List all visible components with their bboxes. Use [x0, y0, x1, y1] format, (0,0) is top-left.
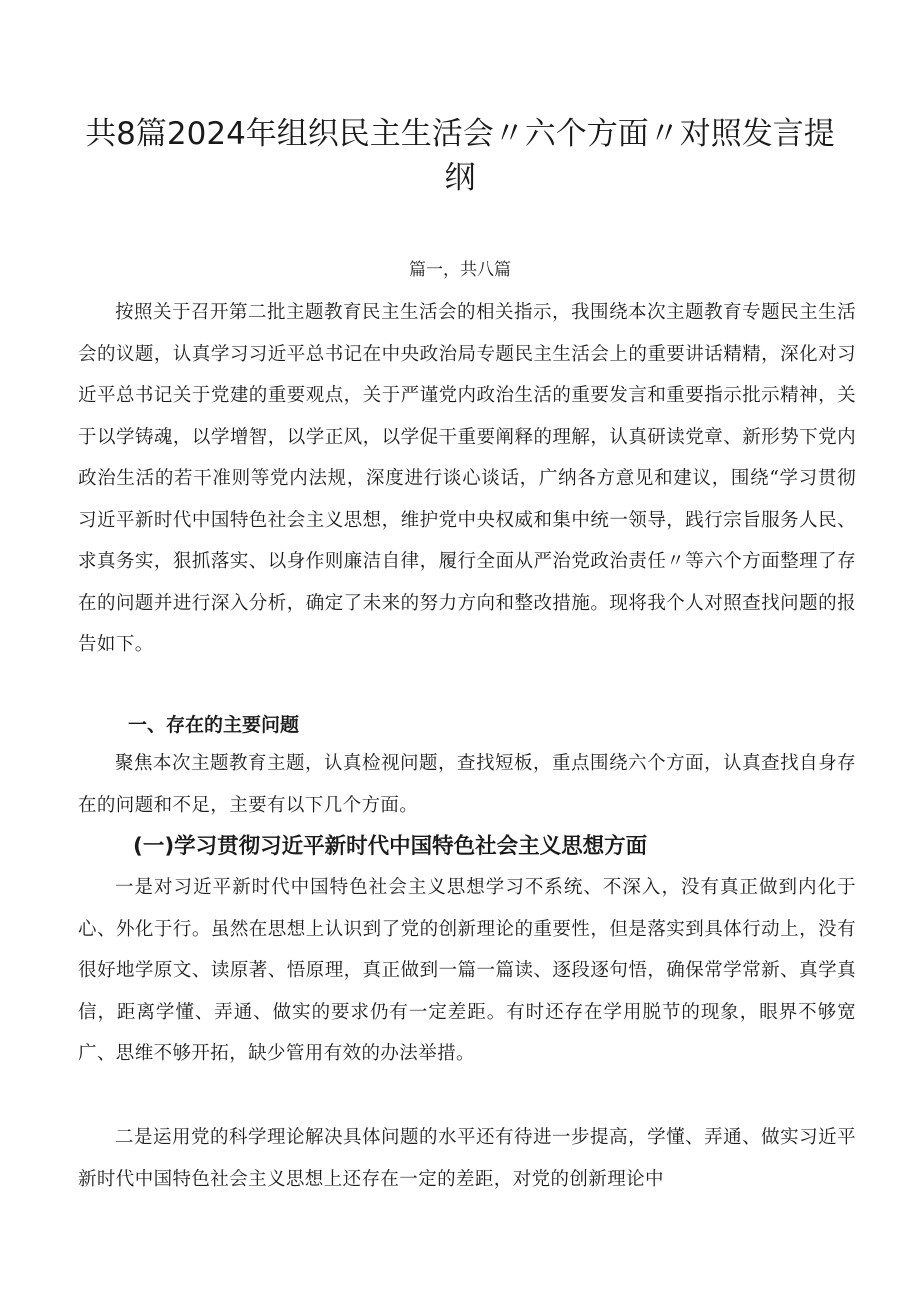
document-title: 共8篇2024年组织民主生活会〃六个方面〃对照发言提纲: [85, 116, 835, 196]
point-two-paragraph: 二是运用党的科学理论解决具体问题的水平还有待进一步提高，学懂、弄通、做实习近平新时代中国特色社会主义思想上还存在一定的差距，对党的创新理论中: [78, 1127, 856, 1190]
document-subtitle: 篇一，共八篇: [409, 260, 511, 280]
section-paragraph: 聚焦本次主题教育主题，认真检视问题，查找短板，重点围绕六个方面，认真查找自身存在的问题和不足，主要有以下几个方面。: [78, 753, 856, 816]
subsection-heading: (一)学习贯彻习近平新时代中国特色社会主义思想方面: [133, 834, 648, 859]
point-one-paragraph: 一是对习近平新时代中国特色社会主义思想学习不系统、不深入，没有真正做到内化于心、外化于行。虽然在思想上认识到了党的创新理论的重要性，但是落实到具体行动上，没有很好地学原文、读原著、悟原理，真正做到一篇一篇读、逐段逐句悟，确保常学常新、真学真信，距离学懂、弄通、做实的要求仍有一定差距。有时还存在学用脱节的现象，眼界不够宽广、思维不够开拓，缺少管用有效的办法举措。: [78, 877, 856, 1064]
section-heading: 一、存在的主要问题: [128, 714, 300, 736]
intro-paragraph: 按照关于召开第二批主题教育民主生活会的相关指示，我围绕本次主题教育专题民主生活会的议题，认真学习习近平总书记在中央政治局专题民主生活会上的重要讲话精精，深化对习近平总书记关于党建的重要观点，关于严谨党内政治生活的重要发言和重要指示批示精神，关于以学铸魂，以学增智，以学正风，以学促干重要阐释的理解，认真研读党章、新形势下党内政治生活的若干准则等党内法规，深度进行谈心谈话，广纳各方意见和建议，围绕“学习贯彻习近平新时代中国特色社会主义思想，维护党中央权威和集中统一领导，践行宗旨服务人民、求真务实，狠抓落实、以身作则廉洁自律，履行全面从严治党政治责任〃等六个方面整理了存在的问题并进行深入分析，确定了未来的努力方向和整改措施。现将我个人对照查找问题的报告如下。: [78, 302, 856, 655]
